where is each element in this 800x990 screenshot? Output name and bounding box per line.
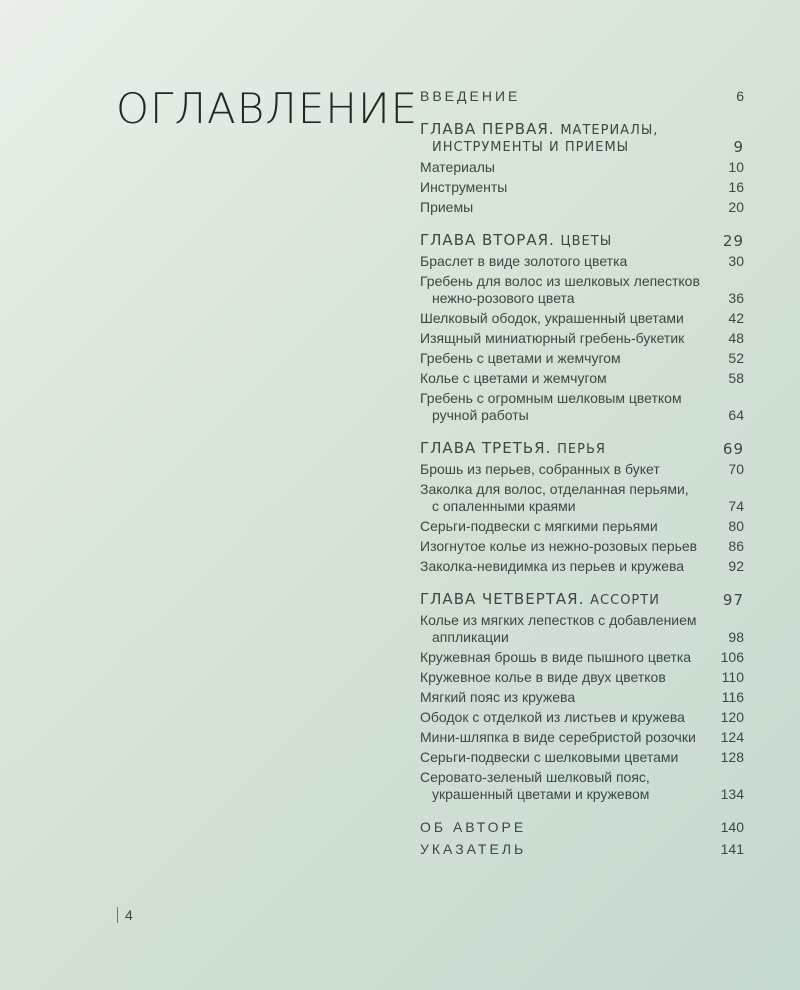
toc-row-index[interactable] [420,841,744,858]
toc-index-page: 141 [720,841,744,857]
toc-item[interactable] [420,518,744,535]
toc-intro-page: 6 [736,88,744,104]
toc-item-label: Гребень с огромным шелковым цветком [420,390,682,406]
toc-item-page: 36 [728,290,744,306]
toc-item-label: Кружевное колье в виде двух цветков [420,669,666,685]
toc-row-intro[interactable] [420,88,744,105]
toc-item-label: Мягкий пояс из кружева [420,689,576,705]
toc-item-label: Гребень с цветами и жемчугом [420,350,621,366]
chapter-1-subtitle-line1: МАТЕРИАЛЫ, [560,123,659,138]
toc-item-page: 134 [720,786,744,802]
chapter-2-heading[interactable] [420,232,744,250]
chapter-4-title: ГЛАВА ЧЕТВЕРТАЯ. [420,590,585,608]
toc-item[interactable] [420,330,744,347]
toc-item[interactable] [420,689,744,706]
toc-author-label: ОБ АВТОРЕ [420,819,527,835]
toc-item-label: Шелковый ободок, украшенный цветами [420,310,684,326]
chapter-3-title: ГЛАВА ТРЕТЬЯ. [420,439,552,457]
chapter-2-page: 29 [722,232,744,250]
toc-item-label: Колье из мягких лепестков с добавлением [420,612,697,628]
toc-item-label: Серьги-подвески с шелковыми цветами [420,749,679,765]
table-of-contents [420,88,744,874]
chapter-4-page: 97 [722,591,744,609]
toc-item[interactable] [420,558,744,575]
toc-item[interactable] [420,310,744,327]
toc-intro-label: ВВЕДЕНИЕ [420,88,521,104]
toc-item-page: 74 [728,498,744,514]
chapter-3-subtitle: ПЕРЬЯ [557,442,606,457]
toc-item-label: Гребень для волос из шелковых лепестков [420,273,700,289]
toc-item-page: 10 [728,159,744,175]
toc-item-label-continued: ручной работы [432,407,529,423]
toc-item[interactable] [420,669,744,686]
toc-item-label-continued: украшенный цветами и кружевом [432,786,650,802]
toc-item[interactable] [420,179,744,196]
chapter-1-subtitle-line2: ИНСТРУМЕНТЫ И ПРИЕМЫ [432,140,630,155]
toc-item-label: Изящный миниатюрный гребень-букетик [420,330,685,346]
toc-item-label: Приемы [420,199,474,215]
toc-item-label: Колье с цветами и жемчугом [420,370,607,386]
toc-item[interactable] [420,159,744,176]
toc-item-label: Серьги-подвески с мягкими перьями [420,518,658,534]
toc-item-label: Брошь из перьев, собранных в букет [420,461,660,477]
toc-item[interactable] [420,390,744,424]
toc-item-page: 120 [720,709,744,725]
toc-item-page: 42 [728,310,744,326]
chapter-2-title: ГЛАВА ВТОРАЯ. [420,231,555,249]
toc-author [420,819,744,836]
toc-item-page: 80 [728,518,744,534]
chapter-3-page: 69 [722,440,744,458]
toc-item-page: 52 [728,350,744,366]
toc-item-page: 30 [728,253,744,269]
toc-item-label-continued: аппликации [432,629,509,645]
toc-item[interactable] [420,481,744,515]
toc-item-label: Мини-шляпка в виде серебристой розочки [420,729,696,745]
toc-item-page: 106 [720,649,744,665]
page-number: 4 [117,907,133,923]
toc-item[interactable] [420,370,744,387]
toc-item-page: 86 [728,538,744,554]
page-title: ОГЛАВЛЕНИЕ [116,84,419,133]
toc-item[interactable] [420,729,744,746]
toc-item-label: Изогнутое колье из нежно-розовых перьев [420,538,698,554]
toc-item-page: 16 [728,179,744,195]
toc-item-page: 98 [728,629,744,645]
toc-item-label: Инструменты [420,179,508,195]
toc-item-page: 128 [720,749,744,765]
toc-index-label: УКАЗАТЕЛЬ [420,841,527,857]
chapter-1-title: ГЛАВА ПЕРВАЯ. [420,120,555,138]
toc-item-label: Браслет в виде золотого цветка [420,253,628,269]
toc-item-page: 64 [728,407,744,423]
toc-item[interactable] [420,709,744,726]
toc-item-page: 92 [728,558,744,574]
toc-item[interactable] [420,350,744,367]
toc-item[interactable] [420,538,744,555]
toc-item-page: 48 [728,330,744,346]
toc-item-page: 70 [728,461,744,477]
toc-item-label: Материалы [420,159,495,175]
toc-item-label-continued: с опаленными краями [432,498,576,514]
chapter-3-heading[interactable] [420,440,744,458]
toc-item-page: 58 [728,370,744,386]
toc-item[interactable] [420,273,744,307]
toc-item[interactable] [420,749,744,766]
toc-chapter-3 [420,440,744,575]
toc-item-label: Заколка для волос, отделанная перьями, [420,481,689,497]
toc-item-page: 124 [720,729,744,745]
toc-item-label: Ободок с отделкой из листьев и кружева [420,709,685,725]
toc-chapter-4 [420,591,744,803]
chapter-1-heading[interactable] [420,121,744,156]
toc-chapter-1 [420,121,744,216]
toc-item-page: 116 [721,689,744,705]
toc-item[interactable] [420,253,744,270]
toc-item-label: Заколка-невидимка из перьев и кружева [420,558,685,574]
toc-item[interactable] [420,649,744,666]
toc-item[interactable] [420,461,744,478]
toc-item-label-continued: нежно-розового цвета [432,290,575,306]
chapter-4-subtitle: АССОРТИ [590,593,660,608]
toc-item-label: Серовато-зеленый шелковый пояс, [420,769,650,785]
toc-index [420,841,744,858]
toc-chapter-2 [420,232,744,424]
toc-item-label: Кружевная брошь в виде пышного цветка [420,649,692,665]
toc-item[interactable] [420,769,744,803]
chapter-4-heading[interactable] [420,591,744,609]
toc-item-page: 110 [721,669,744,685]
toc-author-page: 140 [720,819,744,835]
toc-intro [420,88,744,105]
toc-item[interactable] [420,612,744,646]
chapter-1-page: 9 [733,138,744,156]
chapter-2-subtitle: ЦВЕТЫ [560,234,613,249]
toc-item[interactable] [420,199,744,216]
toc-row-author[interactable] [420,819,744,836]
toc-item-page: 20 [728,199,744,215]
